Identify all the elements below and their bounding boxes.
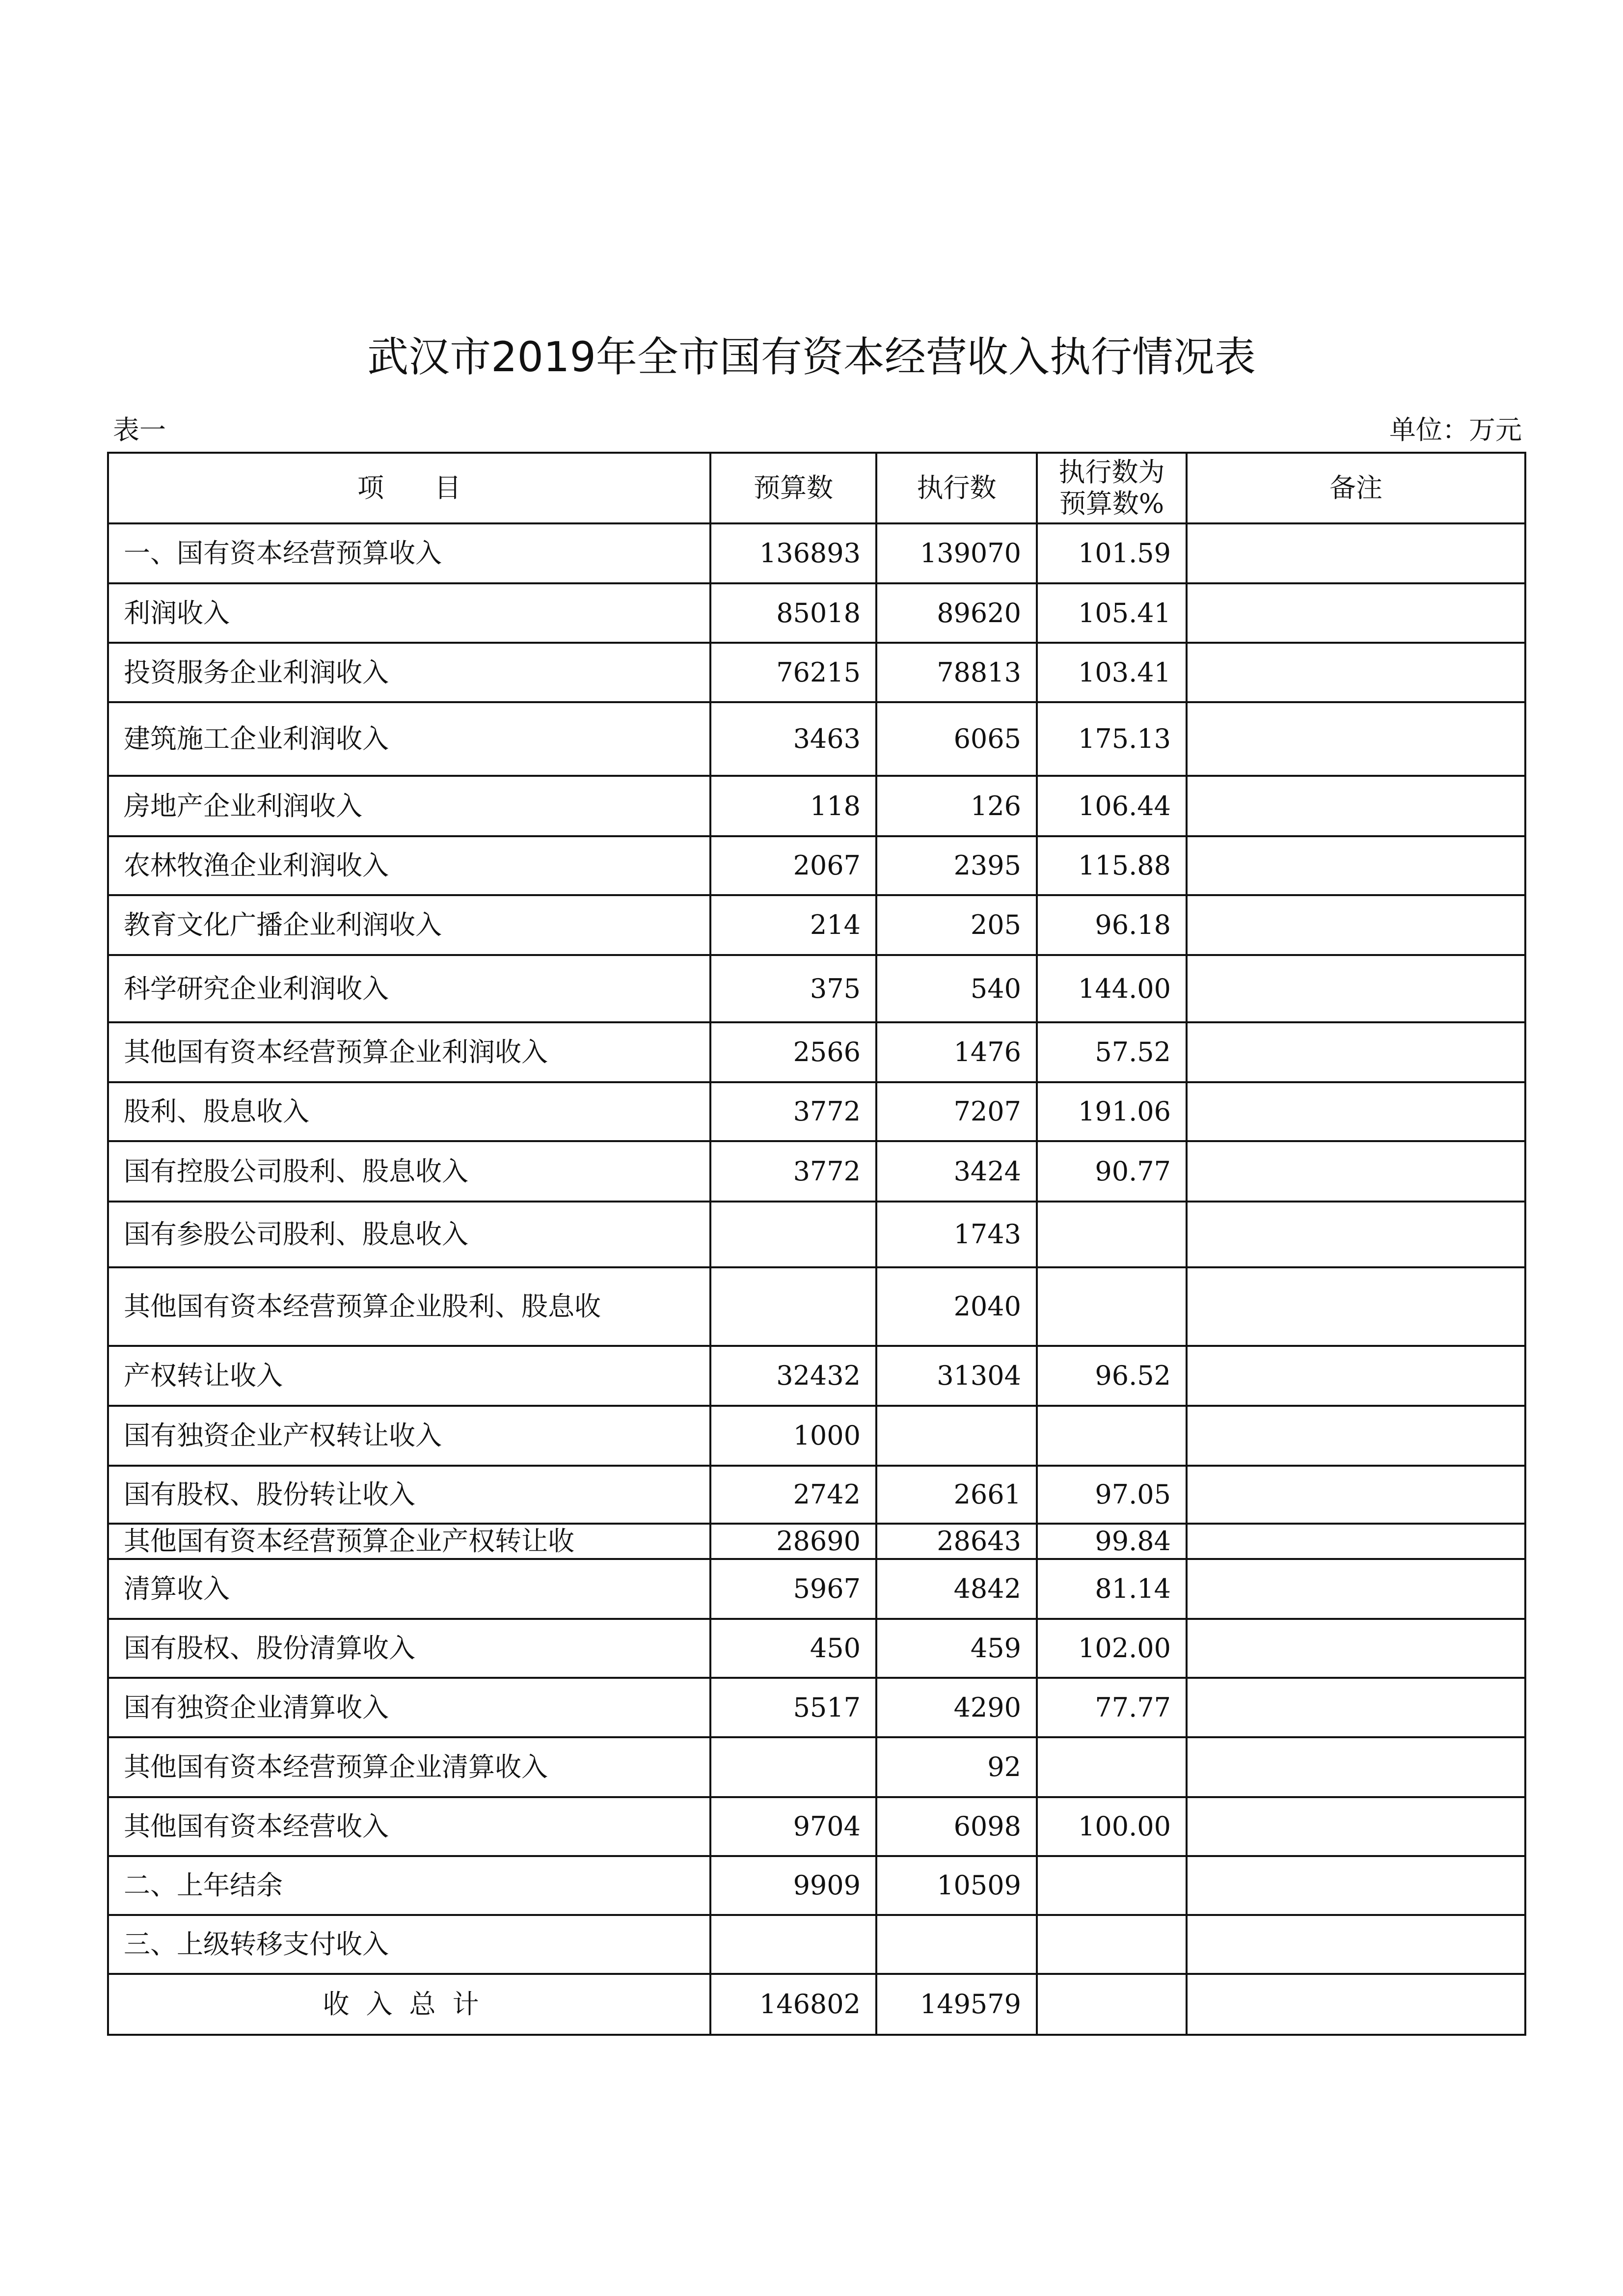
row-budget: 9704	[710, 1797, 876, 1856]
row-item: 其他国有资本经营收入	[108, 1797, 710, 1856]
row-item: 其他国有资本经营预算企业股利、股息收	[108, 1267, 710, 1346]
row-actual: 2395	[876, 836, 1037, 895]
row-budget: 2566	[710, 1022, 876, 1082]
total-budget: 146802	[710, 1974, 876, 2035]
row-actual: 205	[876, 895, 1037, 955]
row-item: 国有参股公司股利、股息收入	[108, 1202, 710, 1267]
row-item: 其他国有资本经营预算企业产权转让收	[108, 1524, 710, 1559]
table-row	[108, 1267, 1525, 1346]
table-row	[108, 1406, 1525, 1466]
row-remark	[1187, 1915, 1525, 1974]
table-row	[108, 523, 1525, 583]
table-row	[108, 1524, 1525, 1559]
table-row	[108, 1619, 1525, 1678]
row-remark	[1187, 1524, 1525, 1559]
row-actual: 28643	[876, 1524, 1037, 1559]
row-budget: 136893	[710, 523, 876, 583]
row-remark	[1187, 1797, 1525, 1856]
table-row	[108, 1797, 1525, 1856]
row-percent: 99.84	[1037, 1524, 1187, 1559]
row-item: 国有独资企业产权转让收入	[108, 1406, 710, 1466]
row-remark	[1187, 1141, 1525, 1202]
table-row	[108, 702, 1525, 776]
total-percent	[1037, 1974, 1187, 2035]
row-actual: 7207	[876, 1082, 1037, 1141]
table-row	[108, 1466, 1525, 1524]
row-budget	[710, 1267, 876, 1346]
row-item: 产权转让收入	[108, 1346, 710, 1406]
row-item: 一、国有资本经营预算收入	[108, 523, 710, 583]
row-remark	[1187, 1737, 1525, 1797]
row-actual: 1743	[876, 1202, 1037, 1267]
table-header-row	[108, 453, 1525, 523]
row-percent: 77.77	[1037, 1678, 1187, 1737]
row-actual: 2040	[876, 1267, 1037, 1346]
row-budget: 9909	[710, 1856, 876, 1915]
row-item: 股利、股息收入	[108, 1082, 710, 1141]
row-percent: 81.14	[1037, 1559, 1187, 1619]
table-row	[108, 836, 1525, 895]
row-percent: 175.13	[1037, 702, 1187, 776]
row-actual: 31304	[876, 1346, 1037, 1406]
row-budget: 3772	[710, 1141, 876, 1202]
row-remark	[1187, 1346, 1525, 1406]
row-actual: 126	[876, 776, 1037, 836]
header-remark: 备注	[1187, 453, 1525, 523]
table-row	[108, 1202, 1525, 1267]
total-actual: 149579	[876, 1974, 1037, 2035]
table-row	[108, 583, 1525, 643]
row-remark	[1187, 702, 1525, 776]
row-item: 国有控股公司股利、股息收入	[108, 1141, 710, 1202]
row-budget: 118	[710, 776, 876, 836]
row-percent: 96.18	[1037, 895, 1187, 955]
row-remark	[1187, 1022, 1525, 1082]
row-percent	[1037, 1202, 1187, 1267]
table-row	[108, 895, 1525, 955]
row-remark	[1187, 836, 1525, 895]
row-budget	[710, 1737, 876, 1797]
header-item: 项 目	[108, 453, 710, 523]
row-budget: 3463	[710, 702, 876, 776]
row-remark	[1187, 1267, 1525, 1346]
header-percent	[1037, 453, 1187, 523]
table-row	[108, 1346, 1525, 1406]
revenue-table	[107, 452, 1526, 2036]
row-item: 房地产企业利润收入	[108, 776, 710, 836]
row-item: 其他国有资本经营预算企业清算收入	[108, 1737, 710, 1797]
row-budget: 76215	[710, 643, 876, 702]
total-remark	[1187, 1974, 1525, 2035]
row-percent: 102.00	[1037, 1619, 1187, 1678]
row-item: 农林牧渔企业利润收入	[108, 836, 710, 895]
row-remark	[1187, 1406, 1525, 1466]
row-percent: 100.00	[1037, 1797, 1187, 1856]
header-percent-line2: 预算数%	[1059, 488, 1164, 519]
row-remark	[1187, 1856, 1525, 1915]
row-remark	[1187, 776, 1525, 836]
row-remark	[1187, 643, 1525, 702]
row-actual: 1476	[876, 1022, 1037, 1082]
row-budget	[710, 1202, 876, 1267]
row-percent: 105.41	[1037, 583, 1187, 643]
row-remark	[1187, 895, 1525, 955]
header-budget: 预算数	[710, 453, 876, 523]
table-row	[108, 1559, 1525, 1619]
row-actual	[876, 1915, 1037, 1974]
row-actual: 92	[876, 1737, 1037, 1797]
row-remark	[1187, 955, 1525, 1022]
row-actual: 6065	[876, 702, 1037, 776]
row-remark	[1187, 583, 1525, 643]
row-actual: 89620	[876, 583, 1037, 643]
row-percent: 96.52	[1037, 1346, 1187, 1406]
total-row	[108, 1974, 1525, 2035]
row-actual	[876, 1406, 1037, 1466]
row-percent	[1037, 1406, 1187, 1466]
row-item: 国有股权、股份转让收入	[108, 1466, 710, 1524]
row-item: 建筑施工企业利润收入	[108, 702, 710, 776]
row-item: 其他国有资本经营预算企业利润收入	[108, 1022, 710, 1082]
row-percent: 101.59	[1037, 523, 1187, 583]
row-percent: 90.77	[1037, 1141, 1187, 1202]
row-remark	[1187, 1202, 1525, 1267]
row-actual: 6098	[876, 1797, 1037, 1856]
row-remark	[1187, 1559, 1525, 1619]
row-percent	[1037, 1737, 1187, 1797]
row-item: 清算收入	[108, 1559, 710, 1619]
row-actual: 4842	[876, 1559, 1037, 1619]
row-remark	[1187, 523, 1525, 583]
row-budget: 375	[710, 955, 876, 1022]
row-actual: 459	[876, 1619, 1037, 1678]
table-row	[108, 1022, 1525, 1082]
row-budget: 85018	[710, 583, 876, 643]
unit-label: 单位：万元	[1389, 414, 1522, 445]
row-budget: 5517	[710, 1678, 876, 1737]
row-actual: 139070	[876, 523, 1037, 583]
table-row	[108, 1082, 1525, 1141]
page-title: 武汉市2019年全市国有资本经营收入执行情况表	[367, 333, 1256, 381]
row-budget: 2067	[710, 836, 876, 895]
row-percent: 103.41	[1037, 643, 1187, 702]
row-item: 投资服务企业利润收入	[108, 643, 710, 702]
row-percent: 115.88	[1037, 836, 1187, 895]
row-actual: 3424	[876, 1141, 1037, 1202]
row-actual: 78813	[876, 643, 1037, 702]
row-percent: 57.52	[1037, 1022, 1187, 1082]
table-row	[108, 955, 1525, 1022]
total-label: 收入总计	[108, 1974, 710, 2035]
row-percent: 97.05	[1037, 1466, 1187, 1524]
row-percent: 106.44	[1037, 776, 1187, 836]
row-item: 二、上年结余	[108, 1856, 710, 1915]
table-row	[108, 776, 1525, 836]
row-budget: 2742	[710, 1466, 876, 1524]
row-budget: 32432	[710, 1346, 876, 1406]
table-row	[108, 1915, 1525, 1974]
header-percent-line1: 执行数为	[1058, 457, 1165, 488]
row-item: 科学研究企业利润收入	[108, 955, 710, 1022]
row-remark	[1187, 1082, 1525, 1141]
row-actual: 4290	[876, 1678, 1037, 1737]
table-row	[108, 1678, 1525, 1737]
row-budget: 5967	[710, 1559, 876, 1619]
row-item: 国有股权、股份清算收入	[108, 1619, 710, 1678]
row-budget: 214	[710, 895, 876, 955]
row-percent	[1037, 1856, 1187, 1915]
row-remark	[1187, 1619, 1525, 1678]
row-remark	[1187, 1466, 1525, 1524]
row-item: 利润收入	[108, 583, 710, 643]
table-row	[108, 643, 1525, 702]
table-row	[108, 1141, 1525, 1202]
row-actual: 540	[876, 955, 1037, 1022]
row-item: 三、上级转移支付收入	[108, 1915, 710, 1974]
table-number: 表一	[113, 414, 166, 445]
row-budget: 1000	[710, 1406, 876, 1466]
row-percent: 144.00	[1037, 955, 1187, 1022]
row-percent	[1037, 1267, 1187, 1346]
row-percent	[1037, 1915, 1187, 1974]
row-budget: 28690	[710, 1524, 876, 1559]
table-row	[108, 1856, 1525, 1915]
row-budget	[710, 1915, 876, 1974]
header-actual: 执行数	[876, 453, 1037, 523]
row-budget: 3772	[710, 1082, 876, 1141]
row-item: 国有独资企业清算收入	[108, 1678, 710, 1737]
row-item: 教育文化广播企业利润收入	[108, 895, 710, 955]
row-percent: 191.06	[1037, 1082, 1187, 1141]
row-remark	[1187, 1678, 1525, 1737]
row-actual: 2661	[876, 1466, 1037, 1524]
table-row	[108, 1737, 1525, 1797]
row-budget: 450	[710, 1619, 876, 1678]
row-actual: 10509	[876, 1856, 1037, 1915]
